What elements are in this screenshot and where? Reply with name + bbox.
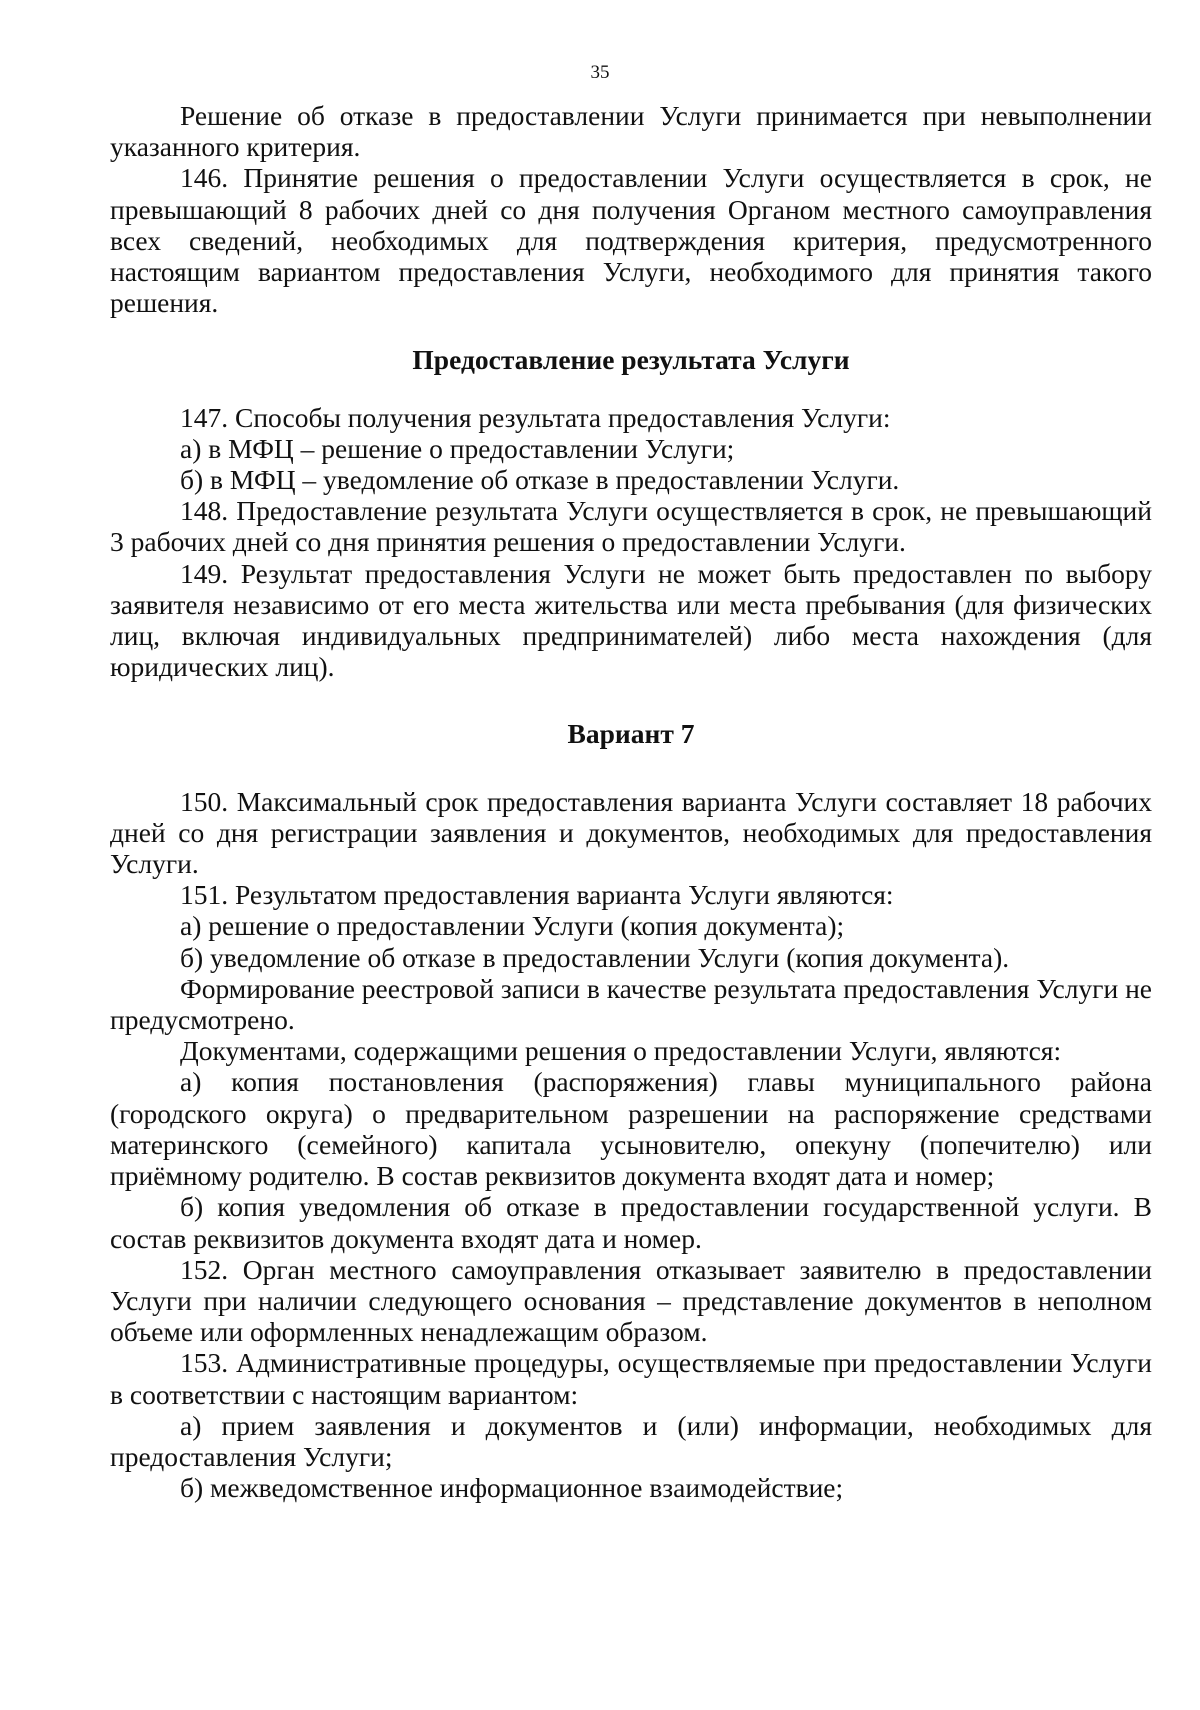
paragraph-149: 149. Результат предоставления Услуги не может быть предоставлен по выбору заявителя независимо от его места жительства или места пребывания (для физических лиц, включая индивидуальных предпринимателей) либо места нахождения (для юридических лиц). xyxy=(110,557,1152,683)
section-heading-variant-7: Вариант 7 xyxy=(567,718,695,750)
paragraph-decision-documents-a: а) копия постановления (распоряжения) главы муниципального района (городского округа) о предварительном разрешении на распоряжение средствами материнского (семейного) капитала усыновителю, опекуну (попечителю) или приёмному родителю. В состав реквизитов документа входят дата и номер; xyxy=(110,1066,1152,1192)
paragraph-151-a: а) решение о предоставлении Услуги (копия документа); xyxy=(180,910,845,942)
paragraph-147-a: а) в МФЦ – решение о предоставлении Услуги; xyxy=(180,432,735,464)
paragraph-148: 148. Предоставление результата Услуги осуществляется в срок, не превышающий 3 рабочих дней со дня принятия решения о предоставлении Услуги. xyxy=(110,495,1152,558)
paragraph-152: 152. Орган местного самоуправления отказывает заявителю в предоставлении Услуги при наличии следующего основания – представление документов в неполном объеме или оформленных ненадлежащим образом. xyxy=(110,1253,1152,1348)
page-number: 35 xyxy=(590,62,610,83)
paragraph-decision-documents-b: б) копия уведомления об отказе в предоставлении государственной услуги. В состав реквизитов документа входят дата и номер. xyxy=(110,1191,1152,1254)
paragraph-153-a: а) прием заявления и документов и (или) информации, необходимых для предоставления Услуги; xyxy=(110,1409,1152,1472)
paragraph-153: 153. Административные процедуры, осуществляемые при предоставлении Услуги в соответствии с настоящим вариантом: xyxy=(110,1347,1152,1410)
paragraph-151: 151. Результатом предоставления варианта Услуги являются: xyxy=(180,879,894,911)
paragraph-147: 147. Способы получения результата предоставления Услуги: xyxy=(180,401,891,433)
paragraph-150: 150. Максимальный срок предоставления варианта Услуги составляет 18 рабочих дней со дня регистрации заявления и документов, необходимых для предоставления Услуги. xyxy=(110,785,1152,880)
paragraph-146: 146. Принятие решения о предоставлении Услуги осуществляется в срок, не превышающий 8 рабочих дней со дня получения Органом местного самоуправления всех сведений, необходимых для подтверждения критерия, предусмотренного настоящим вариантом предоставления Услуги, необходимого для принятия такого решения. xyxy=(110,162,1152,319)
paragraph-151-b: б) уведомление об отказе в предоставлении Услуги (копия документа). xyxy=(180,941,1010,973)
paragraph-153-b: б) межведомственное информационное взаимодействие; xyxy=(180,1472,844,1504)
paragraph-decision-documents: Документами, содержащими решения о предоставлении Услуги, являются: xyxy=(180,1035,1062,1067)
section-heading-result: Предоставление результата Услуги xyxy=(412,344,850,376)
paragraph-registry-record: Формирование реестровой записи в качестве результата предоставления Услуги не предусмотрено. xyxy=(110,972,1152,1036)
paragraph-147-b: б) в МФЦ – уведомление об отказе в предоставлении Услуги. xyxy=(180,464,900,496)
document-body xyxy=(110,100,1152,1503)
paragraph-refusal-criterion: Решение об отказе в предоставлении Услуги принимается при невыполнении указанного критерия. xyxy=(110,100,1152,163)
